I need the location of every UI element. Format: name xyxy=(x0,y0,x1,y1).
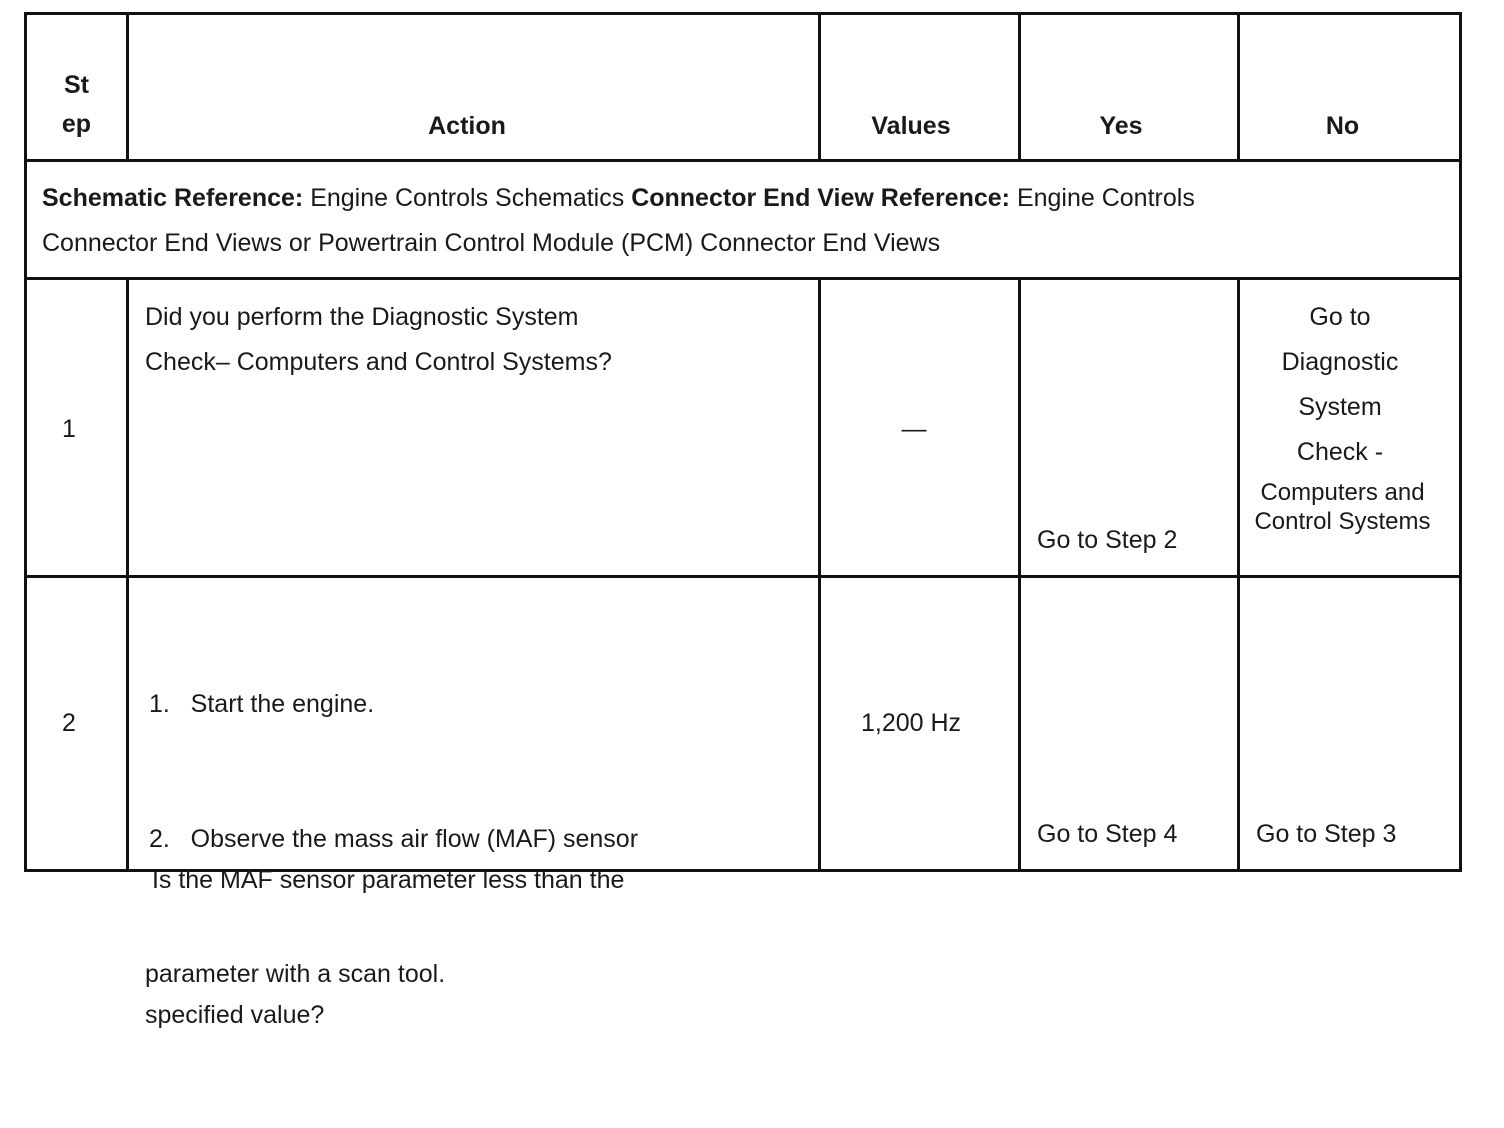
row1-no-small-line2: Control Systems xyxy=(1254,508,1431,535)
connector-text-1: Engine Controls xyxy=(1016,184,1195,212)
row2-action-line2: 2. Observe the mass air flow (MAF) sensor xyxy=(149,825,639,853)
row1-yes: Go to Step 2 xyxy=(1037,526,1178,554)
row-divider xyxy=(24,575,1462,578)
row1-no-small xyxy=(1240,478,1445,536)
row2-value: 1,200 Hz xyxy=(860,709,962,737)
header-no: No xyxy=(1325,112,1360,140)
row1-no xyxy=(1240,295,1440,475)
row1-no-line4: Check - xyxy=(1296,438,1384,466)
row2-action-line3: parameter with a scan tool. xyxy=(145,960,446,988)
row2-step: 2 xyxy=(62,709,76,737)
header-divider xyxy=(24,159,1462,162)
connector-label: Connector End View Reference: xyxy=(631,184,1010,212)
header-yes: Yes xyxy=(1099,112,1143,140)
row2-question-line1: Is the MAF sensor parameter less than the xyxy=(145,866,625,894)
row2-action-line1: 1. Start the engine. xyxy=(149,690,375,718)
row2-question-line2: specified value? xyxy=(145,1001,325,1029)
reference-text xyxy=(42,176,1195,221)
table-border-top xyxy=(24,12,1462,15)
schematic-label: Schematic Reference: xyxy=(42,184,304,212)
row1-value: — xyxy=(901,415,927,443)
header-action: Action xyxy=(428,112,506,140)
row1-action-line1: Did you perform the Diagnostic System xyxy=(145,303,579,331)
row2-yes: Go to Step 4 xyxy=(1037,820,1178,848)
row1-no-line3: System xyxy=(1298,393,1382,421)
row1-step: 1 xyxy=(62,415,76,443)
row1-action xyxy=(145,295,612,385)
reference-text-line2: Connector End Views or Powertrain Control Module (PCM) Connector End Views xyxy=(42,229,941,257)
header-step-line2: ep xyxy=(61,110,92,138)
table-border-right xyxy=(1459,12,1462,872)
header-step-line1: St xyxy=(64,71,89,99)
row1-no-line2: Diagnostic xyxy=(1281,348,1399,376)
header-values: Values xyxy=(871,112,951,140)
row1-no-line1: Go to xyxy=(1309,303,1371,331)
header-step xyxy=(27,66,126,144)
reference-divider xyxy=(24,277,1462,280)
row2-question xyxy=(145,768,624,1128)
col-divider xyxy=(1018,277,1021,872)
row2-no: Go to Step 3 xyxy=(1256,820,1397,848)
col-divider xyxy=(818,277,821,872)
row1-no-small-line1: Computers and xyxy=(1260,479,1425,506)
row1-action-line2: Check– Computers and Control Systems? xyxy=(145,348,612,376)
schematic-text: Engine Controls Schematics xyxy=(310,184,625,212)
col-divider xyxy=(126,277,129,872)
